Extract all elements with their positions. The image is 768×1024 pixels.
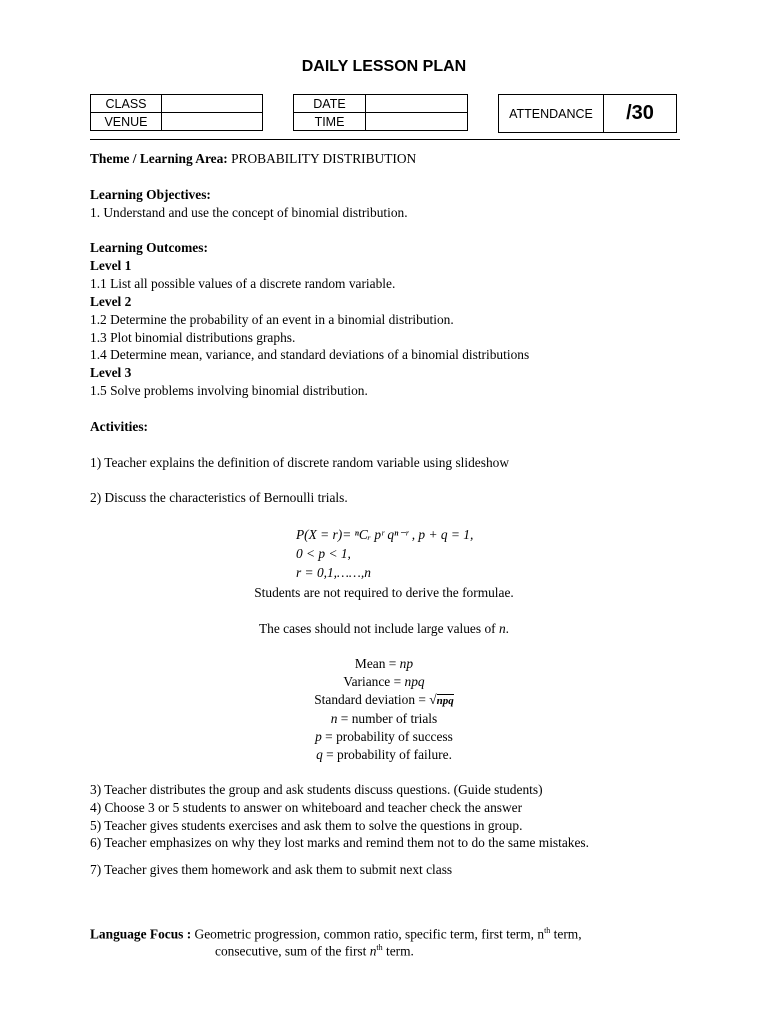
time-label: TIME bbox=[294, 113, 366, 131]
mean-line bbox=[0, 656, 768, 672]
variance-line bbox=[0, 674, 768, 690]
note-large-n bbox=[0, 621, 768, 637]
definition-text: = probability of failure. bbox=[322, 747, 452, 762]
attendance-box bbox=[498, 94, 677, 133]
theme-line bbox=[90, 151, 416, 167]
activity-item: 7) Teacher gives them homework and ask them to submit next class bbox=[90, 862, 453, 877]
level-2-heading: Level 2 bbox=[90, 294, 132, 309]
activity-item: 6) Teacher emphasizes on why they lost marks and remind them not to do the same mistakes. bbox=[90, 835, 589, 850]
activity-item: 1) Teacher explains the definition of discrete random variable using slideshow bbox=[90, 455, 510, 470]
variance-label: Variance = bbox=[343, 674, 405, 689]
page-title: DAILY LESSON PLAN bbox=[301, 58, 467, 75]
outcome-item: 1.2 Determine the probability of an event in a binomial distribution. bbox=[90, 312, 454, 327]
attendance-value: /30 bbox=[626, 102, 654, 124]
date-field[interactable] bbox=[366, 95, 468, 113]
superscript: th bbox=[376, 943, 383, 952]
variance-value: npq bbox=[404, 674, 425, 689]
note-text: The cases should not include large values of bbox=[258, 621, 499, 636]
p-range-formula: 0 < p < 1, bbox=[296, 546, 351, 561]
n-variable: n bbox=[498, 621, 506, 636]
r-range-formula: r = 0,1,……,n bbox=[296, 565, 371, 580]
mean-label: Mean = bbox=[354, 656, 400, 671]
venue-label: VENUE bbox=[91, 113, 162, 131]
class-field[interactable] bbox=[162, 95, 263, 113]
language-focus-text: term. bbox=[382, 943, 414, 959]
outcome-item: 1.1 List all possible values of a discrete random variable. bbox=[90, 276, 396, 291]
n-definition bbox=[0, 711, 768, 727]
sd-label: Standard deviation = bbox=[314, 692, 430, 707]
outcome-item: 1.4 Determine mean, variance, and standard deviations of a binomial distributions bbox=[90, 347, 530, 362]
q-variable: q bbox=[316, 747, 323, 762]
definition-text: = probability of success bbox=[321, 729, 453, 744]
note-derive: Students are not required to derive the formulae. bbox=[254, 585, 514, 600]
theme-value: PROBABILITY DISTRIBUTION bbox=[227, 151, 417, 166]
mean-value: np bbox=[399, 656, 414, 671]
note-text: . bbox=[505, 621, 510, 636]
outcome-item: 1.3 Plot binomial distributions graphs. bbox=[90, 330, 296, 345]
n-variable: n bbox=[369, 943, 377, 959]
activities-heading: Activities: bbox=[90, 419, 149, 434]
attendance-label: ATTENDANCE bbox=[499, 95, 604, 132]
language-focus-line1 bbox=[90, 926, 582, 942]
p-variable: p bbox=[315, 729, 322, 744]
outcome-item: 1.5 Solve problems involving binomial distribution. bbox=[90, 383, 368, 398]
venue-field[interactable] bbox=[162, 113, 263, 131]
sd-line bbox=[0, 692, 768, 708]
binomial-formula: P(X = r)= ⁿCᵣ pʳ qⁿ⁻ʳ , p + q = 1, bbox=[296, 527, 474, 542]
divider bbox=[90, 139, 680, 140]
activity-item: 5) Teacher gives students exercises and ask them to solve the questions in group. bbox=[90, 818, 523, 833]
objectives-heading: Learning Objectives: bbox=[90, 187, 211, 202]
time-field[interactable] bbox=[366, 113, 468, 131]
objective-item: 1. Understand and use the concept of binomial distribution. bbox=[90, 205, 408, 220]
level-3-heading: Level 3 bbox=[90, 365, 132, 380]
language-focus-text: consecutive, sum of the first bbox=[215, 943, 370, 959]
superscript: th bbox=[544, 926, 551, 935]
level-1-heading: Level 1 bbox=[90, 258, 132, 273]
p-definition bbox=[0, 729, 768, 745]
activity-item: 4) Choose 3 or 5 students to answer on whiteboard and teacher check the answer bbox=[90, 800, 523, 815]
class-label: CLASS bbox=[91, 95, 162, 113]
language-focus-text: Geometric progression, common ratio, specific term, first term, n bbox=[191, 926, 545, 942]
sd-value: npq bbox=[436, 695, 454, 707]
q-definition bbox=[0, 747, 768, 763]
sqrt-icon: √ bbox=[429, 692, 437, 707]
activity-item: 2) Discuss the characteristics of Bernoulli trials. bbox=[90, 490, 348, 505]
theme-label: Theme / Learning Area: bbox=[90, 151, 228, 166]
language-focus-line2 bbox=[215, 943, 414, 959]
date-time-table bbox=[293, 94, 468, 131]
outcomes-heading: Learning Outcomes: bbox=[90, 240, 208, 255]
n-variable: n bbox=[330, 711, 338, 726]
language-focus-text: term, bbox=[550, 926, 582, 942]
date-label: DATE bbox=[294, 95, 366, 113]
language-focus-label: Language Focus : bbox=[90, 926, 192, 942]
definition-text: = number of trials bbox=[337, 711, 438, 726]
activity-item: 3) Teacher distributes the group and ask students discuss questions. (Guide students) bbox=[90, 782, 543, 797]
class-venue-table bbox=[90, 94, 263, 131]
